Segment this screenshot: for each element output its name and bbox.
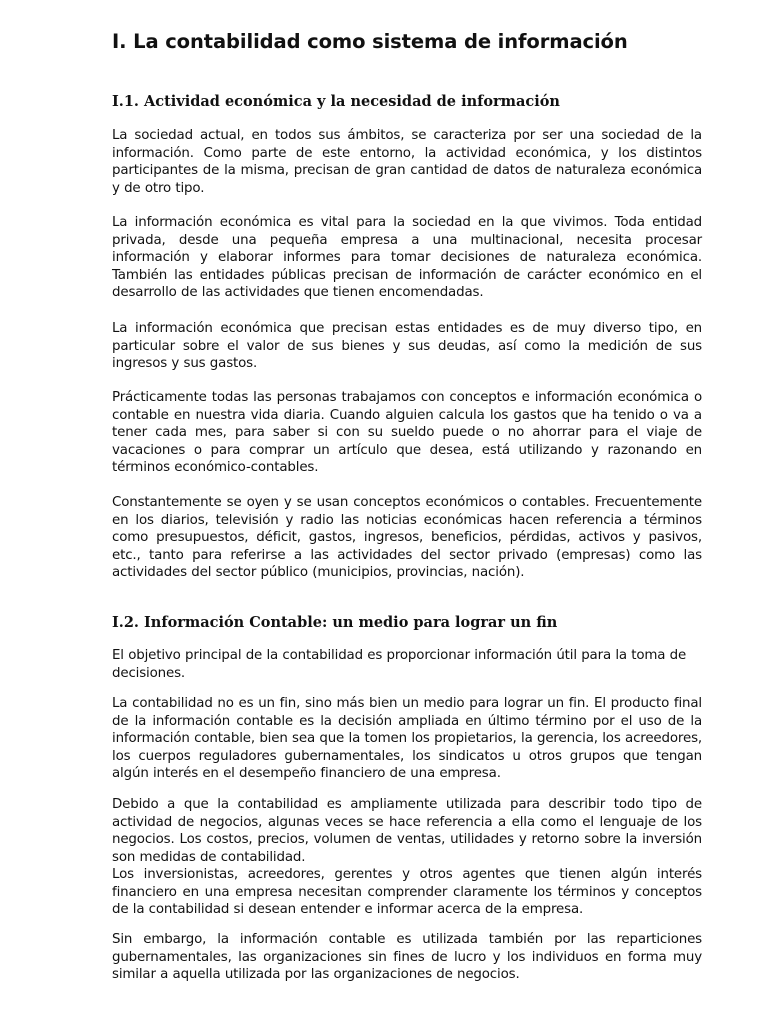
paragraph: Constantemente se oyen y se usan conceptos económicos o contables. Frecuentemente en los diarios, televisión y radio las noticias económicas hacen referencia a términos como presupuestos, déficit, gastos, ingresos, beneficios, pérdidas, activos y pasivos, etc., tanto para referirse a las actividades del sector privado (empresas) como las actividades del sector público (municipios, provincias, nación). [112,495,702,580]
paragraph: Los inversionistas, acreedores, gerentes y otros agentes que tienen algún interés financiero en una empresa necesitan comprender claramente los términos y conceptos de la contabilidad si desean entender e informar acerca de la empresa. [112,867,702,917]
paragraph: Prácticamente todas las personas trabajamos con conceptos e información económica o contable en nuestra vida diaria. Cuando alguien calcula los gastos que ha tenido o va a tener cada mes, para saber si con su sueldo puede o no ahorrar para el viaje de vacaciones o para comprar un artículo que desea, está utilizando y razonando en términos económico-contables. [112,390,702,475]
paragraph: La sociedad actual, en todos sus ámbitos, se caracteriza por ser una sociedad de la información. Como parte de este entorno, la actividad económica, y los distintos participantes de la misma, precisan de gran cantidad de datos de naturaleza económica y de otro tipo. [112,128,702,196]
paragraph: La información económica es vital para la sociedad en la que vivimos. Toda entidad privada, desde una pequeña empresa a una multinacional, necesita procesar información y elaborar informes para tomar decisiones de naturaleza económica. También las entidades públicas precisan de información de carácter económico en el desarrollo de las actividades que tienen encomendadas. [112,215,702,300]
paragraph: Sin embargo, la información contable es utilizada también por las reparticiones gubernamentales, las organizaciones sin fines de lucro y los individuos en forma muy similar a aquella utilizada por las organizaciones de negocios. [112,932,702,982]
paragraph: Debido a que la contabilidad es ampliamente utilizada para describir todo tipo de actividad de negocios, algunas veces se hace referencia a ella como el lenguaje de los negocios. Los costos, precios, volumen de ventas, utilidades y retorno sobre la inversión son medidas de contabilidad. [112,797,702,865]
document-title: I. La contabilidad como sistema de información [112,30,628,53]
paragraph: El objetivo principal de la contabilidad es proporcionar información útil para la toma de decisiones. [112,648,687,681]
section-heading-1-2: I.2. Información Contable: un medio para lograr un fin [112,614,558,631]
paragraph: La contabilidad no es un fin, sino más bien un medio para lograr un fin. El producto final de la información contable es la decisión ampliada en último término por el uso de la información contable, bien sea que la tomen los propietarios, la gerencia, los acreedores, los cuerpos reguladores gubernamentales, los sindicatos u otros grupos que tengan algún interés en el desempeño financiero de una empresa. [112,696,702,781]
paragraph: La información económica que precisan estas entidades es de muy diverso tipo, en particular sobre el valor de sus bienes y sus deudas, así como la medición de sus ingresos y sus gastos. [112,321,702,371]
section-heading-1-1: I.1. Actividad económica y la necesidad de información [112,93,560,110]
